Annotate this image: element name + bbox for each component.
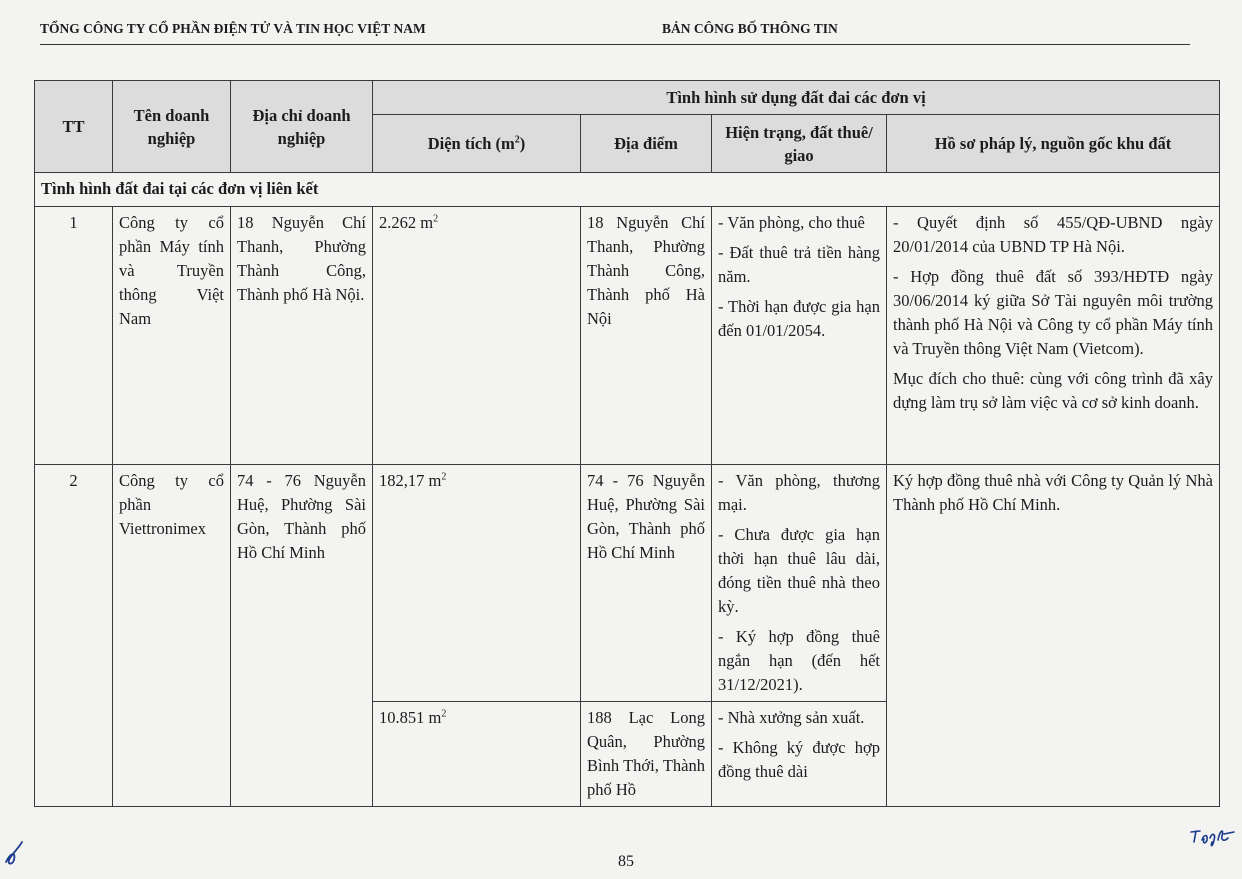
row-status: - Văn phòng, cho thuê - Đất thuê trả tiền hàng năm. - Thời hạn được gia hạn đến 01/01/2054.	[712, 207, 887, 465]
header-legal: Hồ sơ pháp lý, nguồn gốc khu đất	[887, 115, 1220, 173]
row-area: 2.262 $m^2$	[373, 207, 581, 465]
row-area: 182,17 $m^2$	[373, 465, 581, 702]
row-company-name: Công ty cổ phần Viettronimex	[113, 465, 231, 807]
row-tt: 2	[35, 465, 113, 807]
signature-mark-right	[1188, 822, 1238, 850]
document-title: BẢN CÔNG BỐ THÔNG TIN	[662, 21, 838, 36]
signature-mark-left	[2, 838, 28, 868]
row-location: 74 - 76 Nguyễn Huệ, Phường Sài Gòn, Thành phố Hồ Chí Minh	[581, 465, 712, 702]
row-status: - Nhà xưởng sản xuất. - Không ký được hợp đồng thuê dài	[712, 702, 887, 807]
row-legal: Ký hợp đồng thuê nhà với Công ty Quản lý Nhà Thành phố Hồ Chí Minh.	[887, 465, 1220, 807]
table-row	[35, 207, 1220, 465]
section-title: Tình hình đất đai tại các đơn vị liên kết	[35, 173, 1220, 207]
header-address: Địa chỉ doanh nghiệp	[231, 81, 373, 173]
page-number: 85	[618, 853, 634, 870]
header-location: Địa điểm	[581, 115, 712, 173]
table-row	[35, 465, 1220, 702]
row-legal: - Quyết định số 455/QĐ-UBND ngày 20/01/2014 của UBND TP Hà Nội. - Hợp đồng thuê đất số 393/HĐTĐ ngày 30/06/2014 ký giữa Sở Tài nguyên môi trường thành phố Hà Nội và Công ty cổ phần Máy tính và Truyền thông Việt Nam (Vietcom). Mục đích cho thuê: cùng với công trình đã xây dựng làm trụ sở làm việc và cơ sở kinh doanh.	[887, 207, 1220, 465]
row-company-address: 18 Nguyễn Chí Thanh, Phường Thành Công, Thành phố Hà Nội.	[231, 207, 373, 465]
row-company-name: Công ty cổ phần Máy tính và Truyền thông Việt Nam	[113, 207, 231, 465]
company-name: TỔNG CÔNG TY CỔ PHẦN ĐIỆN TỬ VÀ TIN HỌC VIỆT NAM	[40, 21, 426, 36]
land-use-table	[34, 80, 1220, 807]
row-status: - Văn phòng, thương mại. - Chưa được gia hạn thời hạn thuê lâu dài, đóng tiền thuê nhà theo kỳ. - Ký hợp đồng thuê ngắn hạn (đến hết 31/12/2021).	[712, 465, 887, 702]
header-land-use-group: Tình hình sử dụng đất đai các đơn vị	[373, 81, 1220, 115]
header-area: Diện tích $(m^2)$	[373, 115, 581, 173]
header-status: Hiện trạng, đất thuê/ giao	[712, 115, 887, 173]
header-tt: TT	[35, 81, 113, 173]
row-tt: 1	[35, 207, 113, 465]
row-location: 188 Lạc Long Quân, Phường Bình Thới, Thành phố Hồ	[581, 702, 712, 807]
row-location: 18 Nguyễn Chí Thanh, Phường Thành Công, Thành phố Hà Nội	[581, 207, 712, 465]
row-area: 10.851 $m^2$	[373, 702, 581, 807]
page-header	[40, 18, 1190, 45]
row-company-address: 74 - 76 Nguyễn Huệ, Phường Sài Gòn, Thành phố Hồ Chí Minh	[231, 465, 373, 807]
header-name: Tên doanh nghiệp	[113, 81, 231, 173]
